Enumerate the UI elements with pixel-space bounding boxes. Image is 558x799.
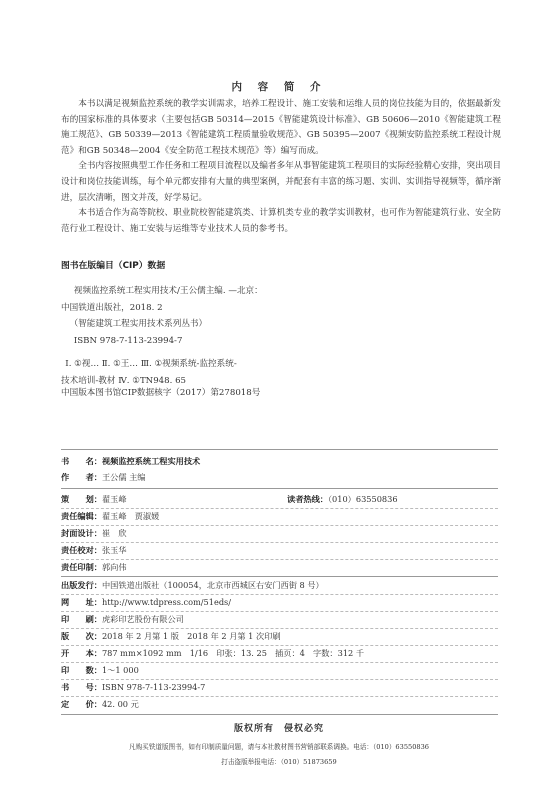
staff-label: 策 划： [61,494,102,504]
staff-value: 崔 欣 [101,528,127,538]
cip-line: 中国铁道出版社，2018. 2 [61,302,163,313]
staff-row [61,528,127,539]
book-title-label: 书 名： [61,456,102,466]
dashed-divider [61,679,498,680]
staff-value: 翟玉峰 [101,494,127,504]
staff-row [61,511,159,522]
dashed-divider [61,508,498,509]
divider [61,449,498,450]
intro-text [61,97,501,237]
publish-label: 出版发行： [61,580,102,590]
cip-record [61,283,501,390]
staff-row [61,494,127,505]
quality-notice: 凡购买铁道版图书，如有印制质量问题，请与本社教材图书营销部联系调换。电话：（010）63550836 [128,743,429,751]
piracy-hotline: 打击盗版举报电话：（010）51873659 [221,758,337,766]
divider [61,488,498,489]
cip-class-line: 技术培训-教材 Ⅳ. ①TN948. 65 [61,375,187,386]
book-author: 王公儒 主编 [101,472,146,482]
book-author-row [61,472,146,483]
book-author-label: 作 者： [61,472,102,482]
intro-paragraph: 全书内容按照典型工作任务和工程项目流程以及编者多年从事智能建筑工程项目的实际经验精心安排，突出项目设计和岗位技能训练，每个单元都安排有大量的典型案例，并配套有丰富的练习题、实训、实训指导视频等，循序渐进，层次清晰，图文并茂，好学易记。 [61,161,501,203]
publish-value: 1～1 000 [101,665,139,675]
divider [61,714,498,715]
dashed-divider [61,628,498,629]
dashed-divider [61,662,498,663]
hotline-row [287,494,398,505]
dashed-divider [61,559,498,560]
publish-label: 网 址： [61,597,102,607]
publish-value: 42. 00 元 [101,699,139,709]
publish-value: ISBN 978-7-113-23994-7 [101,682,206,692]
staff-label: 责任印制： [61,562,102,572]
staff-row [61,545,127,556]
publish-row [61,682,205,693]
publish-label: 印 刷： [61,614,102,624]
staff-value: 翟玉峰 贾淑媛 [101,511,160,521]
cip-number: 中国版本图书馆CIP数据核字（2017）第278018号 [61,388,261,398]
intro-paragraph: 本书适合作为高等院校、职业院校智能建筑类、计算机类专业的教学实训教材，也可作为智能建筑行业、安全防范行业工程设计、施工安装与运维等专业技术人员的参考书。 [61,208,501,234]
dashed-divider [61,645,498,646]
publish-value: 787 mm×1092 mm 1/16 印张：13. 25 插页：4 字数：312 千 [101,648,365,658]
publish-row [61,597,231,608]
publish-label: 书 号： [61,682,102,692]
dashed-divider [61,525,498,526]
cip-line: ISBN 978-7-113-23994-7 [73,335,183,346]
staff-value: 郭向伟 [101,562,127,572]
divider [61,576,498,577]
copyright-notice: 版权所有 侵权必究 [233,724,324,734]
book-title-row [61,456,200,467]
publish-row [61,614,184,625]
staff-label: 责任校对： [61,545,102,555]
intro-title: 内 容 简 介 [231,81,327,93]
cip-class-line: Ⅰ. ①视… Ⅱ. ①王… Ⅲ. ①视频系统-监控系统- [65,359,237,370]
cip-heading: 图书在版编目（CIP）数据 [61,261,166,271]
book-title: 视频监控系统工程实用技术 [101,456,201,466]
intro-paragraph: 本书以满足视频监控系统的教学实训需求，培养工程设计、施工安装和运维人员的岗位技能为目的，依据最新发布的国家标准的具体要求（主要包括GB 50314—2015《智能建筑设计标准》、GB 50606—2010《智能建筑工程施工规范》、GB 50339—2013《智能建筑工程质量验收规范》、GB 50395—2007《视频安防监控系统工程设计规范》和GB 50348—2004《安全防范工程技术规范》等）编写而成。 [61,99,501,156]
publish-label: 印 数： [61,665,102,675]
hotline-value: （010）63550836 [327,494,398,504]
dashed-divider [61,594,498,595]
staff-label: 责任编辑： [61,511,102,521]
staff-value: 张玉华 [101,545,127,555]
hotline-label: 读者热线： [287,494,328,504]
dashed-divider [61,611,498,612]
publish-label: 版 次： [61,631,102,641]
publish-value: 中国铁道出版社（100054，北京市西城区右安门西街 8 号） [101,580,324,590]
cip-line: （智能建筑工程实用技术系列丛书） [69,319,208,330]
staff-label: 封面设计： [61,528,102,538]
publish-row [61,580,324,591]
publish-row [61,648,364,659]
dashed-divider [61,542,498,543]
publish-row [61,631,281,642]
publish-value: http://www.tdpress.com/51eds/ [101,597,232,607]
dashed-divider [61,696,498,697]
staff-row [61,562,127,573]
publish-label: 开 本： [61,648,102,658]
publish-value: 虎彩印艺股份有限公司 [101,614,184,624]
publish-value: 2018 年 2 月第 1 版 2018 年 2 月第 1 次印刷 [101,631,281,641]
publish-label: 定 价： [61,699,102,709]
publish-row [61,699,139,710]
cip-line: 视频监控系统工程实用技术/王公儒主编. —北京： [73,286,263,296]
publish-row [61,665,139,676]
